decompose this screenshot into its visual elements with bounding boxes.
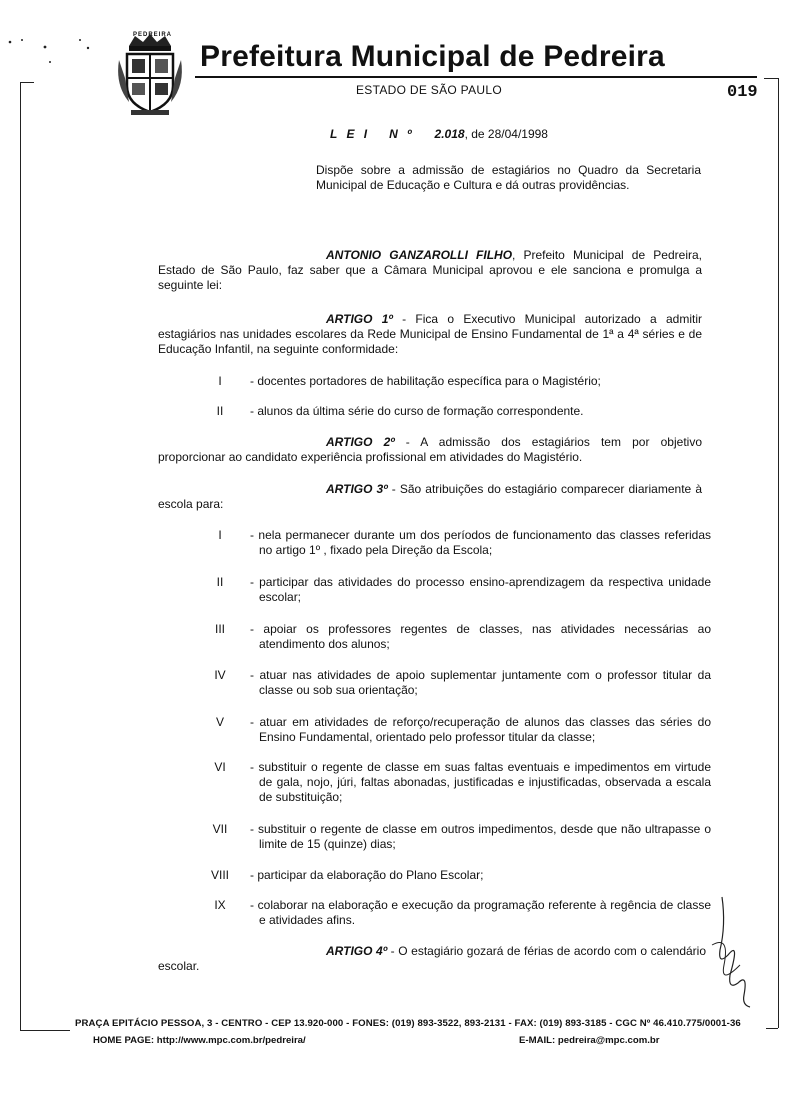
article-1-text: - Fica o Executivo Municipal autorizado a admitir estagiários nas unidades escolares da Rede Municipal de Ensino Fundamental de 1ª a 4ª séries e de Educação Infantil, na seguinte conformidade: <box>158 312 702 356</box>
signature-mark <box>700 895 760 1010</box>
art3-item-text: - substituir o regente de classe em outros impedimentos, desde que não ultrapasse o limite de 15 (quinze) dias; <box>250 822 711 851</box>
article-4-label: ARTIGO 4º <box>326 944 388 958</box>
article-2-label: ARTIGO 2º <box>326 435 395 449</box>
law-number: 2.018 <box>434 127 465 141</box>
art3-item-text: - participar da elaboração do Plano Escolar; <box>250 868 484 882</box>
article-3-label: ARTIGO 3º <box>326 482 388 496</box>
art3-item-num: IX <box>214 898 226 912</box>
law-date: , de 28/04/1998 <box>464 127 548 141</box>
preamble-text: , Prefeito Municipal de Pedreira, Estado de São Paulo, faz saber que a Câmara Municipal aprovou e ele sanciona e promulga a seguinte lei: <box>158 248 702 292</box>
art3-item-num: VIII <box>210 868 229 882</box>
preamble <box>158 248 702 293</box>
art3-item-num: III <box>214 622 225 636</box>
art3-item-text: - substituir o regente de classe em suas faltas eventuais e impedimentos em virtude de gala, nojo, júri, faltas abonadas, justificadas e injustificadas, observada a escala de substituição; <box>250 760 711 804</box>
page-number: 019 <box>727 83 758 102</box>
frame-right <box>778 78 779 1028</box>
footer-homepage: HOME PAGE: http://www.mpc.com.br/pedreira/ <box>93 1035 306 1046</box>
art1-item-text: - docentes portadores de habilitação específica para o Magistério; <box>250 374 601 388</box>
frame-bottom-left <box>20 1030 70 1031</box>
art3-item-text: - colaborar na elaboração e execução da programação referente à regência de classe e atividades afins. <box>250 898 711 927</box>
art3-item-text: - atuar em atividades de reforço/recuperação de alunos das classes das séries do Ensino Fundamental, orientado pelo professor titular da classe; <box>250 715 711 744</box>
scan-specks <box>0 0 120 80</box>
art1-item-num: I <box>218 374 222 388</box>
header-rule <box>195 76 757 78</box>
art3-item-num: I <box>218 528 222 542</box>
art1-item-num: II <box>216 404 224 418</box>
law-prefix: L E I N º <box>330 127 415 141</box>
art3-item-num: VI <box>214 760 226 774</box>
art1-item-text: - alunos da última série do curso de formação correspondente. <box>250 404 584 418</box>
article-1-label: ARTIGO 1º <box>326 312 393 326</box>
municipal-crest-icon <box>115 30 185 120</box>
article-2 <box>158 435 702 465</box>
article-4 <box>158 944 706 974</box>
mayor-name: ANTONIO GANZAROLLI FILHO <box>326 248 513 262</box>
art3-item-num: IV <box>214 668 226 682</box>
frame-left <box>20 82 21 1030</box>
art3-item-num: V <box>215 715 224 729</box>
article-2-text: - A admissão dos estagiários tem por objetivo proporcionar ao candidato experiência profissional em atividades do Magistério. <box>158 435 702 464</box>
frame-left-top <box>20 82 34 83</box>
law-heading <box>330 127 548 141</box>
footer-address: PRAÇA EPITÁCIO PESSOA, 3 - CENTRO - CEP 13.920-000 - FONES: (019) 893-3522, 893-2131 - FAX: (019) 893-3185 - CGC Nº 46.410.775/0001-36 <box>75 1018 741 1029</box>
law-ementa: Dispõe sobre a admissão de estagiários no Quadro da Secretaria Municipal de Educação e Cultura e dá outras providências. <box>316 163 701 192</box>
frame-bottom-right <box>766 1028 778 1029</box>
article-1 <box>158 312 702 357</box>
crest-label: PEDREIRA <box>133 32 173 38</box>
art3-item-text: - nela permanecer durante um dos períodos de funcionamento das classes referidas no artigo 1º , fixado pela Direção da Escola; <box>250 528 711 557</box>
art3-item-text: - apoiar os professores regentes de classes, nas atividades necessárias ao atendimento dos alunos; <box>250 622 711 651</box>
art3-item-text: - atuar nas atividades de apoio suplementar juntamente com o professor titular da classe ou sob sua orientação; <box>250 668 711 697</box>
article-3-text: - São atribuições do estagiário comparecer diariamente à escola para: <box>158 482 702 511</box>
footer-email: E-MAIL: pedreira@mpc.com.br <box>519 1035 660 1046</box>
article-4-text: - O estagiário gozará de férias de acordo com o calendário escolar. <box>158 944 707 973</box>
frame-right-top <box>764 78 778 79</box>
art3-item-num: VII <box>212 822 228 836</box>
header-subtitle: ESTADO DE SÃO PAULO <box>356 83 502 97</box>
article-3 <box>158 482 702 512</box>
art3-item-text: - participar das atividades do processo ensino-aprendizagem da respectiva unidade escolar; <box>250 575 711 604</box>
page-title: Prefeitura Municipal de Pedreira <box>200 40 665 73</box>
art3-item-num: II <box>216 575 224 589</box>
